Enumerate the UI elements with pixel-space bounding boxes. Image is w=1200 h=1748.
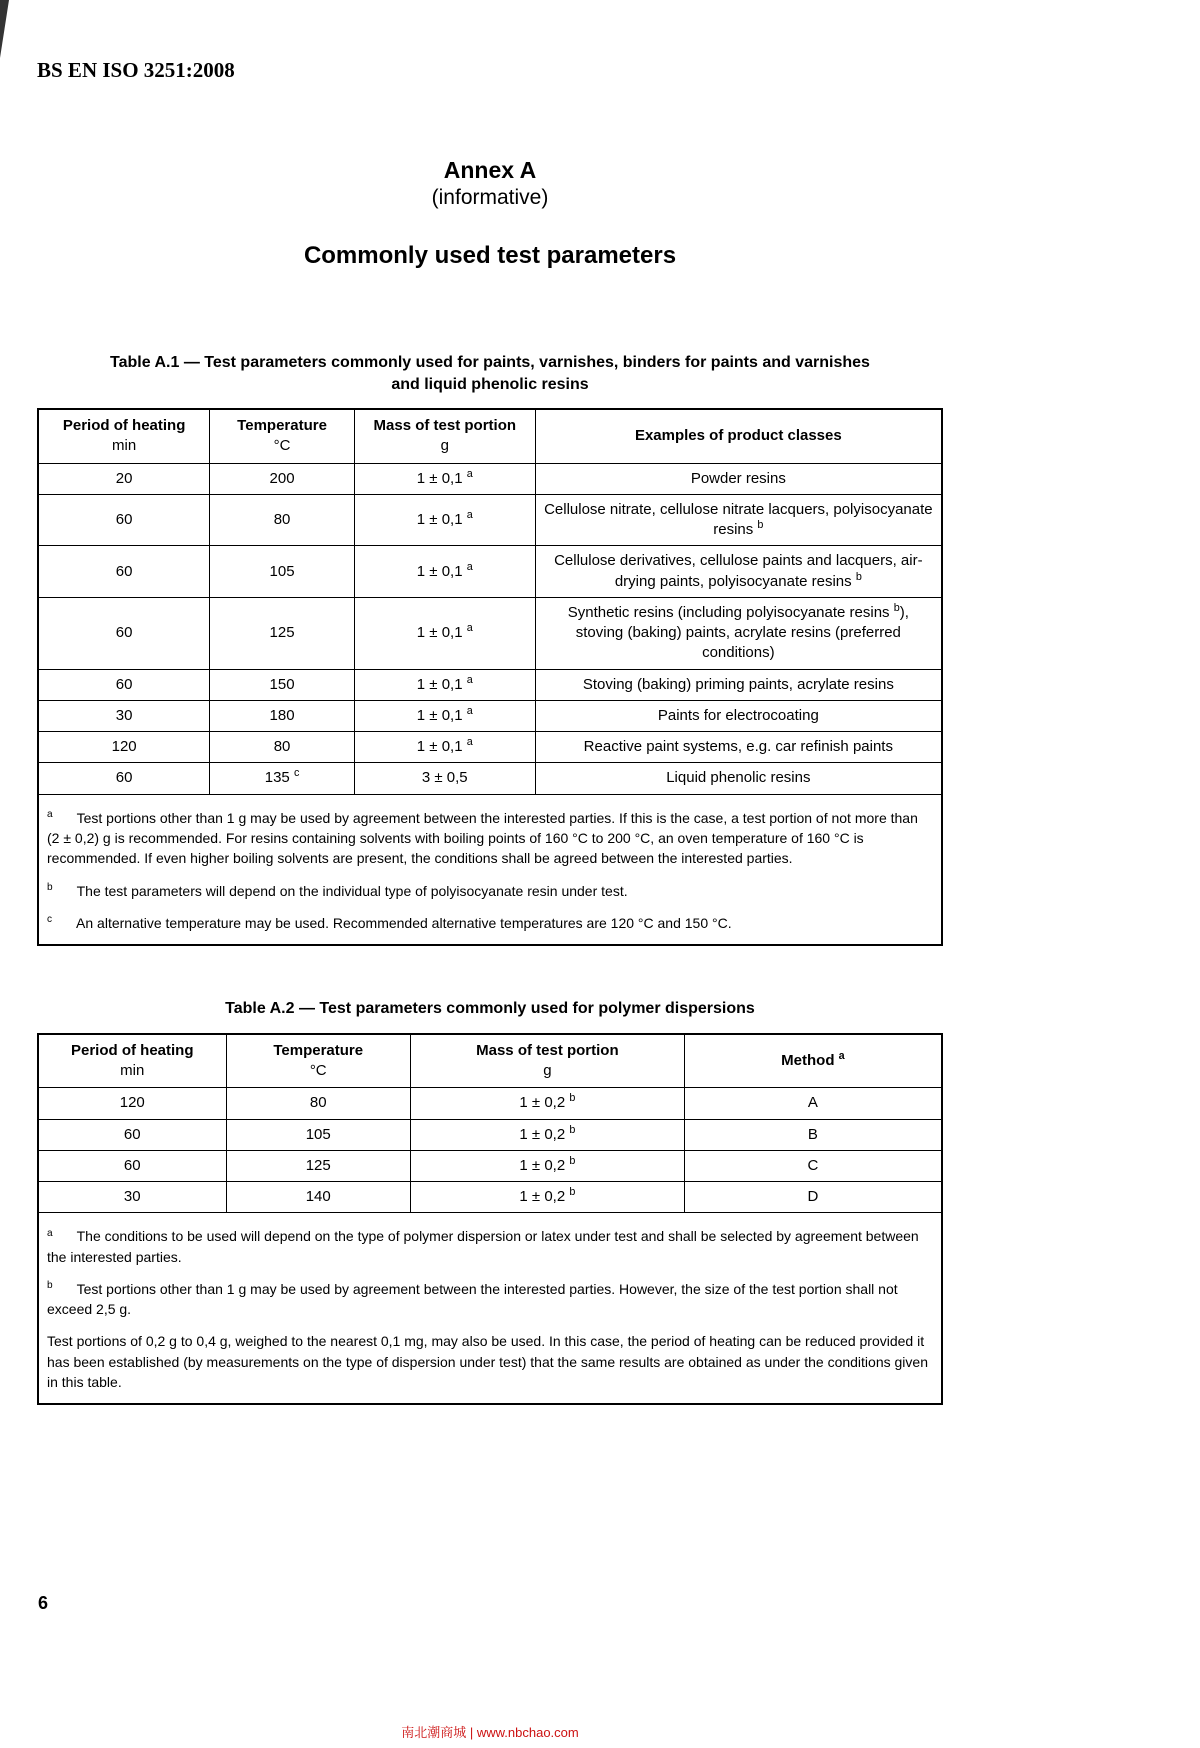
table-cell: 80 [210,494,355,546]
superscript-note-ref: b [569,1186,576,1199]
footnote-marker: b [47,1280,53,1292]
table-cell: Stoving (baking) priming paints, acrylate resins [535,669,942,700]
table-row [38,1119,942,1150]
table-footnotes [38,794,942,945]
table-cell: Paints for electrocoating [535,700,942,731]
table-cell: 60 [38,763,210,794]
table-row [38,546,942,598]
table-cell: 1 ± 0,2 $^b$ [410,1119,684,1150]
table-cell: 135 $^c$ [210,763,355,794]
column-header-title: Mass of test portion [476,1041,619,1059]
table-row [38,597,942,669]
table-cell: 1 ± 0,2 $^b$ [410,1150,684,1181]
table-a1 [37,408,943,946]
column-header-unit: g [440,437,449,455]
column-header-title: Temperature [237,417,327,435]
superscript-note-ref: a [466,736,473,749]
footnote-paragraph: Test portions of 0,2 g to 0,4 g, weighed to the nearest 0,1 mg, may also be used. In this case, the period of heating can be reduced provided it has been established (by measurements on the type of dispersion under test) that the same results are obtained as under the conditions given in this table. [47,1333,928,1391]
table-row [38,732,942,763]
superscript-note-ref: a [466,467,473,480]
table-cell: 1 ± 0,1 $^a$ [354,463,535,494]
table-cell: C [684,1150,942,1181]
superscript-note-ref: a [466,509,473,522]
table-cell: 60 [38,669,210,700]
table-cell: 125 [210,597,355,669]
table-cell: 140 [226,1182,410,1213]
footnote-marker: a [47,809,53,821]
table-cell: 1 ± 0,1 $^a$ [354,494,535,546]
table-cell: 150 [210,669,355,700]
column-header-unit: g [543,1062,552,1080]
table-cell: 1 ± 0,2 $^b$ [410,1182,684,1213]
table-row [38,669,942,700]
table-cell: 1 ± 0,1 $^a$ [354,597,535,669]
table-cell: 120 [38,1088,226,1119]
table-row [38,463,942,494]
table-cell: 1 ± 0,1 $^a$ [354,546,535,598]
table-cell: 60 [38,1119,226,1150]
column-header [38,409,210,463]
table-cell: 105 [226,1119,410,1150]
table-cell: 1 ± 0,1 $^a$ [354,732,535,763]
column-header-unit: min [120,1062,145,1080]
table-cell: 200 [210,463,355,494]
footnotes-row [38,794,942,945]
table-footnotes [38,1213,942,1405]
footnote-marker: c [47,914,53,926]
table-row [38,700,942,731]
annex-subtitle: (informative) [431,186,549,209]
table-cell: 105 [210,546,355,598]
table-cell: 80 [226,1088,410,1119]
superscript-note-ref: b [569,1154,576,1167]
table-cell: 60 [38,1150,226,1181]
column-header-title: Method $^a$ [781,1049,845,1069]
column-header-unit: °C [273,437,291,455]
superscript-note-ref: c [293,767,300,780]
table-cell: 60 [38,546,210,598]
footnote: $^a$ The conditions to be used will depend on the type of polymer dispersion or latex under test and shall be selected by agreement between the interested parties. [47,1227,919,1265]
column-header-title: Examples of product classes [634,427,842,445]
table-cell: Synthetic resins (including polyisocyanate resins $^b$), stoving (baking) paints, acrylate resins (preferred conditions) [535,597,942,669]
superscript-note-ref: a [466,673,473,686]
table-cell: 120 [38,732,210,763]
superscript-note-ref: b [569,1092,576,1105]
section-title: Commonly used test parameters [303,242,677,269]
footnote: $^b$ The test parameters will depend on the individual type of polyisocyanate resin under test. [47,881,628,899]
document-page [37,0,943,1405]
footnotes-row [38,1213,942,1405]
superscript-note-ref: a [466,622,473,635]
table-cell: 60 [38,597,210,669]
column-header [210,409,355,463]
document-reference: BS EN ISO 3251:2008 [37,58,235,82]
table-a1-caption [37,352,943,395]
footer-watermark: 南北潮商城 | www.nbchao.com [401,1725,579,1740]
table-cell: 30 [38,700,210,731]
footnote: $^c$ An alternative temperature may be used. Recommended alternative temperatures are 120 °C and 150 °C. [47,914,732,931]
table-cell: 80 [210,732,355,763]
column-header-title: Period of heating [62,417,186,435]
superscript-note-ref: b [757,519,764,532]
footnote: $^b$ Test portions other than 1 g may be used by agreement between the interested parties. However, the size of the test portion shall not exceed 2,5 g. [47,1280,898,1318]
table-cell: 1 ± 0,1 $^a$ [354,669,535,700]
table-row [38,763,942,794]
column-header-unit: °C [309,1062,327,1080]
table-cell: 180 [210,700,355,731]
table-a2-caption [37,998,943,1020]
table-cell: 60 [38,494,210,546]
caption-line: and liquid phenolic resins [391,375,589,393]
superscript-note-ref: b [855,570,862,583]
column-header [354,409,535,463]
table-cell: Cellulose nitrate, cellulose nitrate lacquers, polyisocyanate resins $^b$ [535,494,942,546]
table-row [38,494,942,546]
table-cell: 20 [38,463,210,494]
table-row [38,1182,942,1213]
annex-title: Annex A [443,157,537,183]
superscript-note-ref: a [466,560,473,573]
column-header [684,1034,942,1088]
header-row [38,409,942,463]
superscript-note-ref: b [893,601,900,614]
table-cell: Liquid phenolic resins [535,763,942,794]
table-cell: 125 [226,1150,410,1181]
table-cell: B [684,1119,942,1150]
table-a2 [37,1033,943,1406]
column-header [410,1034,684,1088]
table-cell: Cellulose derivatives, cellulose paints and lacquers, air-drying paints, polyisocyanate resins $^b$ [535,546,942,598]
table-cell: Powder resins [535,463,942,494]
footnote: $^a$ Test portions other than 1 g may be used by agreement between the interested parties. If this is the case, a test portion of not more than (2 ± 0,2) g is recommended. For resins containing solvents with boiling points of 160 °C to 200 °C, an oven temperature of 160 °C is recommended. If even higher boiling solvents are present, the conditions shall be agreed between the interested parties. [47,809,918,867]
table-cell: D [684,1182,942,1213]
table-cell: A [684,1088,942,1119]
table-cell: 3 ± 0,5 [354,763,535,794]
caption-line: Table A.1 — Test parameters commonly used for paints, varnishes, binders for paints and varnishes [110,354,870,371]
column-header-title: Mass of test portion [373,417,517,435]
page-number: 6 [38,1593,49,1613]
column-header [535,409,942,463]
table-cell: 1 ± 0,2 $^b$ [410,1088,684,1119]
table-row [38,1150,942,1181]
header-row [38,1034,942,1088]
superscript-note-ref: b [569,1123,576,1136]
table-row [38,1088,942,1119]
caption-line: Table A.2 — Test parameters commonly used for polymer dispersions [225,1000,755,1018]
superscript-note-ref: a [838,1049,845,1062]
column-header-unit: min [112,437,137,455]
superscript-note-ref: a [466,704,473,717]
table-cell: Reactive paint systems, e.g. car refinish paints [535,732,942,763]
table-cell: 30 [38,1182,226,1213]
scan-corner-artifact [0,0,9,58]
column-header-title: Temperature [273,1041,364,1059]
column-header [226,1034,410,1088]
column-header-title: Period of heating [71,1041,194,1059]
footnote-marker: b [47,881,53,893]
column-header [38,1034,226,1088]
footnote-marker: a [47,1227,53,1239]
table-cell: 1 ± 0,1 $^a$ [354,700,535,731]
